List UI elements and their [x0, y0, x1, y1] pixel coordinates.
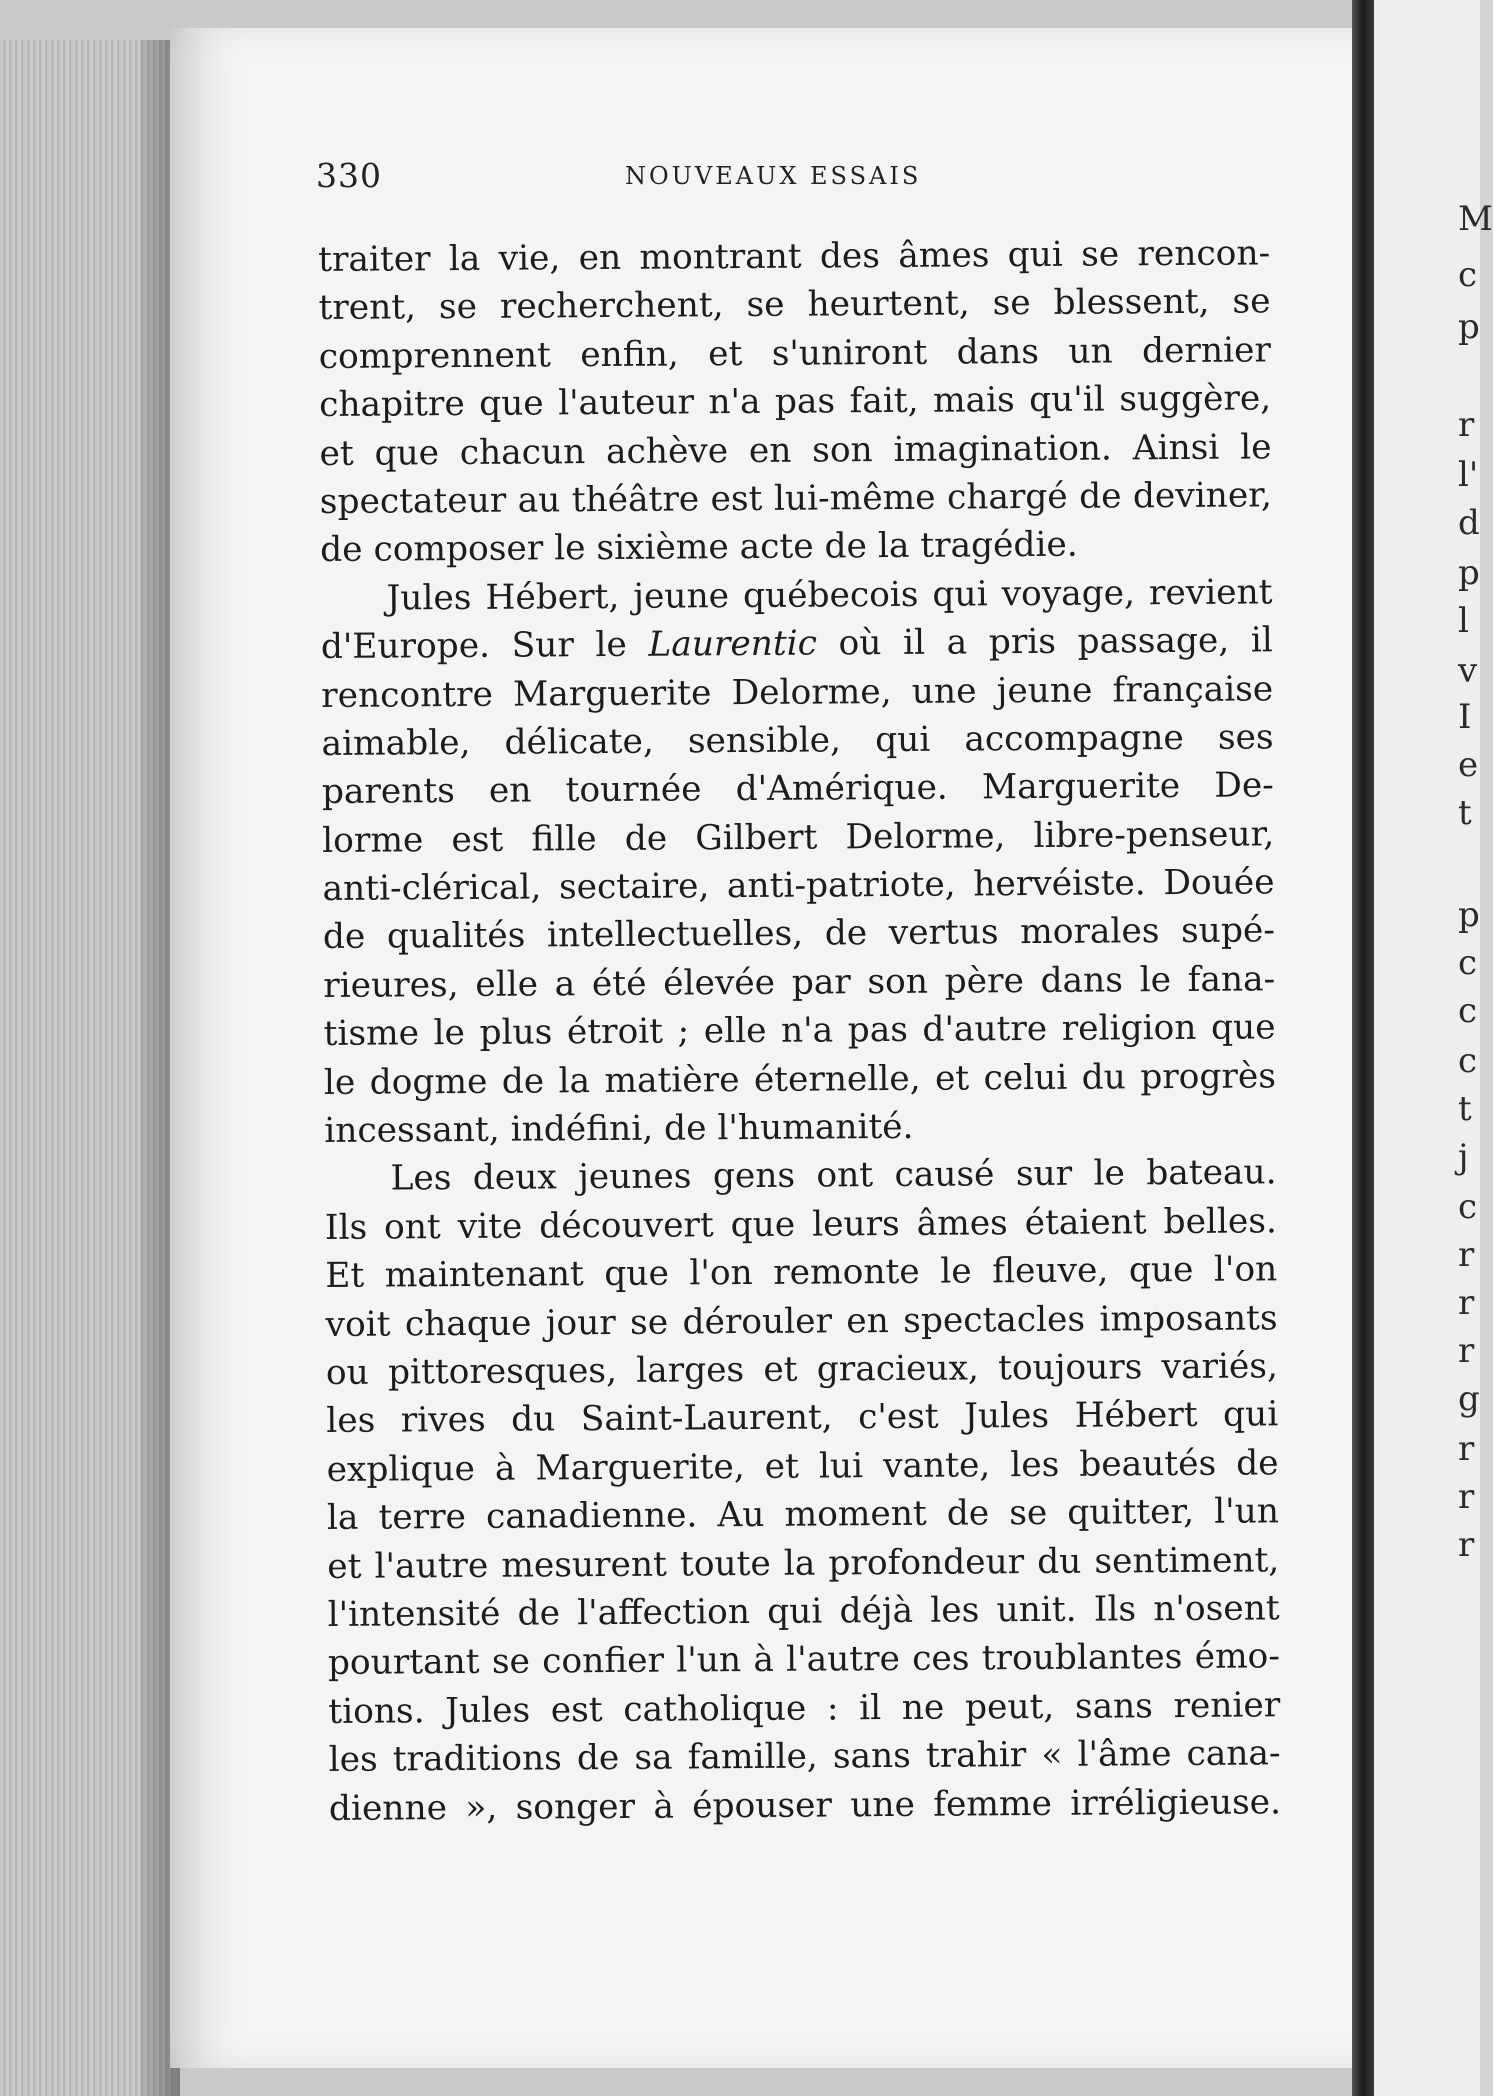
facing-page [1374, 0, 1493, 2096]
facing-letter: r [1458, 405, 1475, 445]
facing-letter: d [1458, 503, 1480, 543]
text-line: la terre canadienne. Au moment de se quitter, l'un [326, 1491, 1280, 1539]
text-line: pourtant se confier l'un à l'autre ces troublantes émo- [327, 1636, 1281, 1684]
page-number: 330 [316, 156, 382, 195]
text-line: incessant, indéfini, de l'humanité. [324, 1106, 914, 1152]
text-line: de qualités intellectuelles, de vertus morales supé- [322, 910, 1276, 958]
facing-letter: r [1458, 1477, 1475, 1517]
ship-name: Laurentic [648, 623, 818, 665]
facing-letter: r [1458, 1235, 1475, 1275]
facing-letter: c [1458, 255, 1478, 295]
text-line: Jules Hébert, jeune québecois qui voyage, revient [386, 572, 1273, 619]
text-line: le dogme de la matière éternelle, et celui du progrès [323, 1055, 1277, 1103]
text-line: trent, se recherchent, se heurtent, se blessent, se [318, 281, 1271, 329]
text-line: ou pittoresques, larges et gracieux, toujours variés, [325, 1346, 1279, 1393]
facing-letter: I [1458, 697, 1472, 737]
facing-letter: l' [1458, 455, 1479, 495]
facing-letter: p [1458, 553, 1480, 593]
facing-letter: g [1458, 1379, 1480, 1419]
line-suffix: où il a pris passage, il [816, 620, 1273, 664]
text-line: tions. Jules est catholique : il ne peut, sans renier [328, 1685, 1281, 1732]
text-line: rieures, elle a été élevée par son père dans le fana- [323, 959, 1276, 1006]
facing-letter: v [1458, 651, 1478, 691]
facing-letter: c [1458, 1187, 1478, 1227]
facing-letter: M [1458, 199, 1493, 239]
text-line: Ils ont vite découvert que leurs âmes étaient belles. [324, 1201, 1278, 1248]
facing-letter: t [1458, 1089, 1472, 1129]
facing-letter: r [1458, 1429, 1475, 1469]
facing-letter: l [1458, 601, 1469, 641]
text-line: Les deux jeunes gens ont causé sur le bateau. [390, 1152, 1277, 1199]
text-line: rencontre Marguerite Delorme, une jeune française [321, 668, 1274, 716]
text-line: de composer le sixième acte de la tragédie. [320, 525, 1078, 571]
facing-letter: p [1458, 307, 1480, 347]
facing-letter: j [1458, 1137, 1469, 1177]
facing-letter: r [1458, 1525, 1475, 1565]
text-line: l'intensité de l'affection qui déjà les unit. Ils n'osent [327, 1588, 1280, 1635]
text-line: comprennent enfin, et s'uniront dans un dernier [318, 330, 1271, 377]
facing-letter: c [1458, 991, 1478, 1031]
text-line: Et maintenant que l'on remonte le fleuve, que l'on [325, 1249, 1278, 1297]
text-line: lorme est fille de Gilbert Delorme, libre-penseur, [322, 814, 1275, 861]
facing-letter: r [1458, 1331, 1475, 1371]
running-head: NOUVEAUX ESSAIS [625, 162, 922, 190]
text-line: explique à Marguerite, et lui vante, les beautés de [326, 1443, 1279, 1490]
text-line: et que chacun achève en son imagination. Ainsi le [319, 426, 1272, 474]
text-line: traiter la vie, en montrant des âmes qui se rencon- [318, 233, 1271, 280]
paragraph-3 [324, 1149, 1281, 1833]
text-line: voit chaque jour se dérouler en spectacles imposants [325, 1297, 1278, 1345]
facing-letter: c [1458, 943, 1478, 983]
facing-letter: c [1458, 1041, 1478, 1081]
text-line: spectateur au théâtre est lui-même chargé de deviner, [319, 475, 1272, 522]
paragraph-1 [318, 229, 1272, 574]
text-line: parents en tournée d'Amérique. Marguerite De- [321, 765, 1275, 813]
line-prefix: d'Europe. Sur le [320, 624, 649, 668]
body-text [318, 229, 1281, 1832]
paragraph-2 [320, 568, 1276, 1155]
text-line: et l'autre mesurent toute la profondeur du sentiment, [327, 1539, 1280, 1587]
text-line: anti-clérical, sectaire, anti-patriote, hervéiste. Douée [322, 862, 1275, 910]
text-line-with-italic [321, 616, 1273, 671]
facing-letter: p [1458, 895, 1480, 935]
facing-letter: e [1458, 745, 1479, 785]
text-line: aimable, délicate, sensible, qui accompagne ses [321, 717, 1274, 764]
text-line: tisme le plus étroit ; elle n'a pas d'autre religion que [323, 1007, 1276, 1055]
facing-letter: t [1458, 793, 1472, 833]
text-line: les rives du Saint-Laurent, c'est Jules Hébert qui [326, 1394, 1279, 1442]
facing-letter: r [1458, 1283, 1475, 1323]
text-line: les traditions de sa famille, sans trahir « l'âme cana- [328, 1733, 1281, 1781]
text-line: dienne », songer à épouser une femme irréligieuse. [328, 1781, 1282, 1829]
book-gutter [1352, 0, 1374, 2096]
text-line: chapitre que l'auteur n'a pas fait, mais qu'il suggère, [319, 378, 1272, 426]
